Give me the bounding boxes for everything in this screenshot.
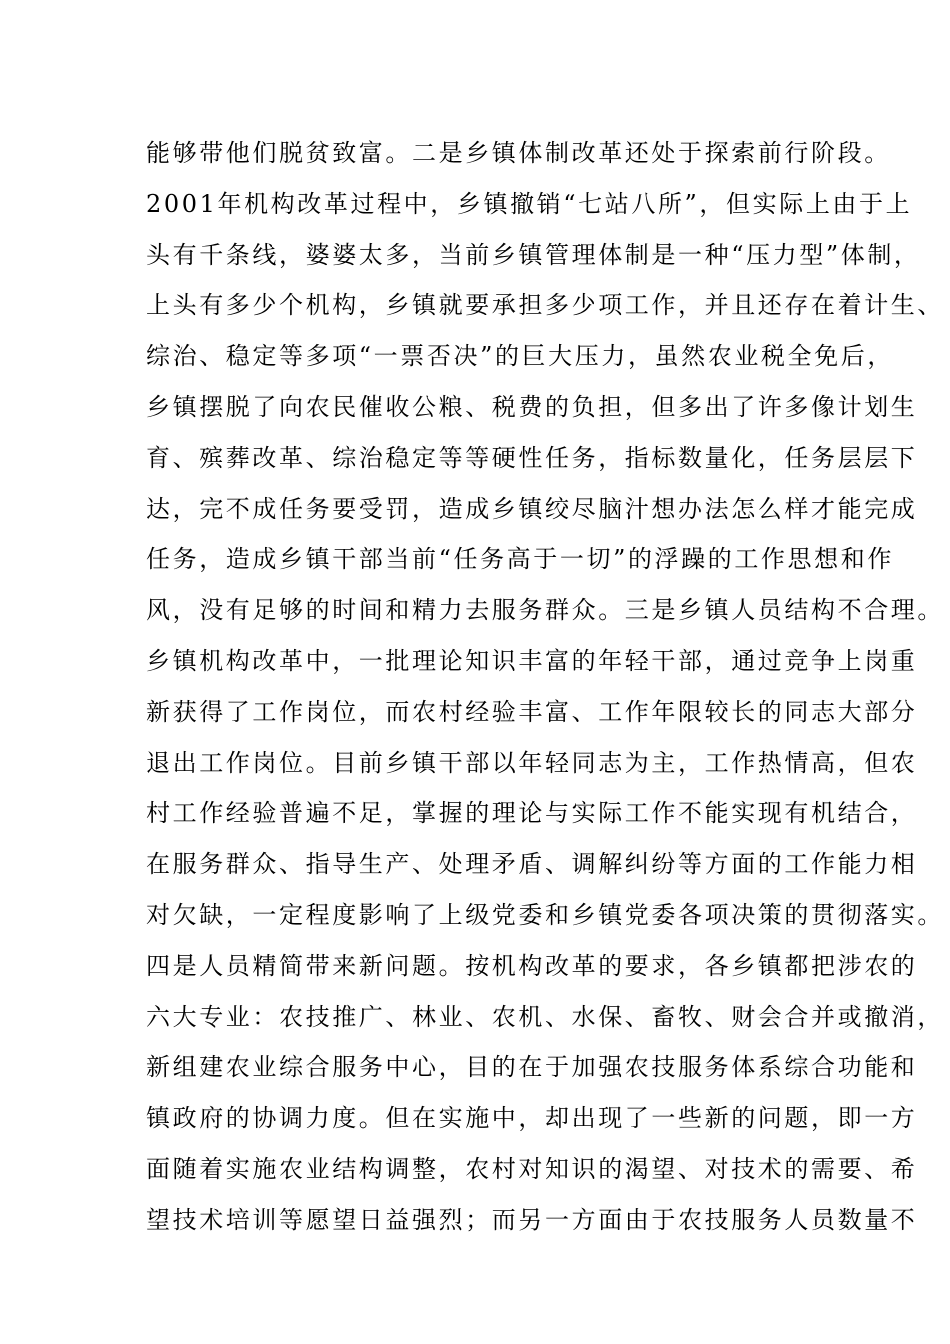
text-line: 对欠缺，一定程度影响了上级党委和乡镇党委各项决策的贯彻落实。 bbox=[146, 900, 944, 929]
text-line: 退出工作岗位。目前乡镇干部以年轻同志为主，工作热情高，但农 bbox=[146, 748, 918, 777]
text-line: 上头有多少个机构，乡镇就要承担多少项工作，并且还存在着计生、 bbox=[146, 291, 944, 320]
body-text bbox=[146, 128, 944, 1246]
text-line: 育、殡葬改革、综治稳定等等硬性任务，指标数量化，任务层层下 bbox=[146, 443, 918, 472]
text-line: 风，没有足够的时间和精力去服务群众。三是乡镇人员结构不合理。 bbox=[146, 596, 944, 625]
text-line: 能够带他们脱贫致富。二是乡镇体制改革还处于探索前行阶段。 bbox=[146, 139, 891, 167]
text-line: 达，完不成任务要受罚，造成乡镇绞尽脑汁想办法怎么样才能完成 bbox=[146, 494, 918, 523]
text-line: 乡镇机构改革中，一批理论知识丰富的年轻干部，通过竞争上岗重 bbox=[146, 646, 918, 675]
text-line: 新获得了工作岗位，而农村经验丰富、工作年限较长的同志大部分 bbox=[146, 697, 918, 726]
text-line: 在服务群众、指导生产、处理矛盾、调解纠纷等方面的工作能力相 bbox=[146, 850, 918, 879]
text-line: 望技术培训等愿望日益强烈；而另一方面由于农技服务人员数量不 bbox=[146, 1205, 918, 1234]
text-line: 村工作经验普遍不足，掌握的理论与实际工作不能实现有机结合， bbox=[146, 799, 918, 828]
text-line: 综治、稳定等多项“一票否决”的巨大压力，虽然农业税全免后， bbox=[146, 342, 894, 371]
text-line: 2001年机构改革过程中，乡镇撤销“七站八所”，但实际上由于上 bbox=[146, 189, 913, 218]
text-line: 乡镇摆脱了向农民催收公粮、税费的负担，但多出了许多像计划生 bbox=[146, 392, 918, 421]
text-line: 面随着实施农业结构调整，农村对知识的渴望、对技术的需要、希 bbox=[146, 1154, 918, 1183]
text-line: 头有千条线，婆婆太多，当前乡镇管理体制是一种“压力型”体制， bbox=[146, 240, 921, 269]
text-line: 四是人员精简带来新问题。按机构改革的要求，各乡镇都把涉农的 bbox=[146, 951, 918, 980]
text-line: 镇政府的协调力度。但在实施中，却出现了一些新的问题，即一方 bbox=[146, 1104, 918, 1133]
text-line: 新组建农业综合服务中心，目的在于加强农技服务体系综合功能和 bbox=[146, 1053, 918, 1082]
text-line: 六大专业：农技推广、林业、农机、水保、畜牧、财会合并或撤消， bbox=[146, 1002, 944, 1031]
text-line: 任务，造成乡镇干部当前“任务高于一切”的浮躁的工作思想和作 bbox=[146, 545, 894, 574]
